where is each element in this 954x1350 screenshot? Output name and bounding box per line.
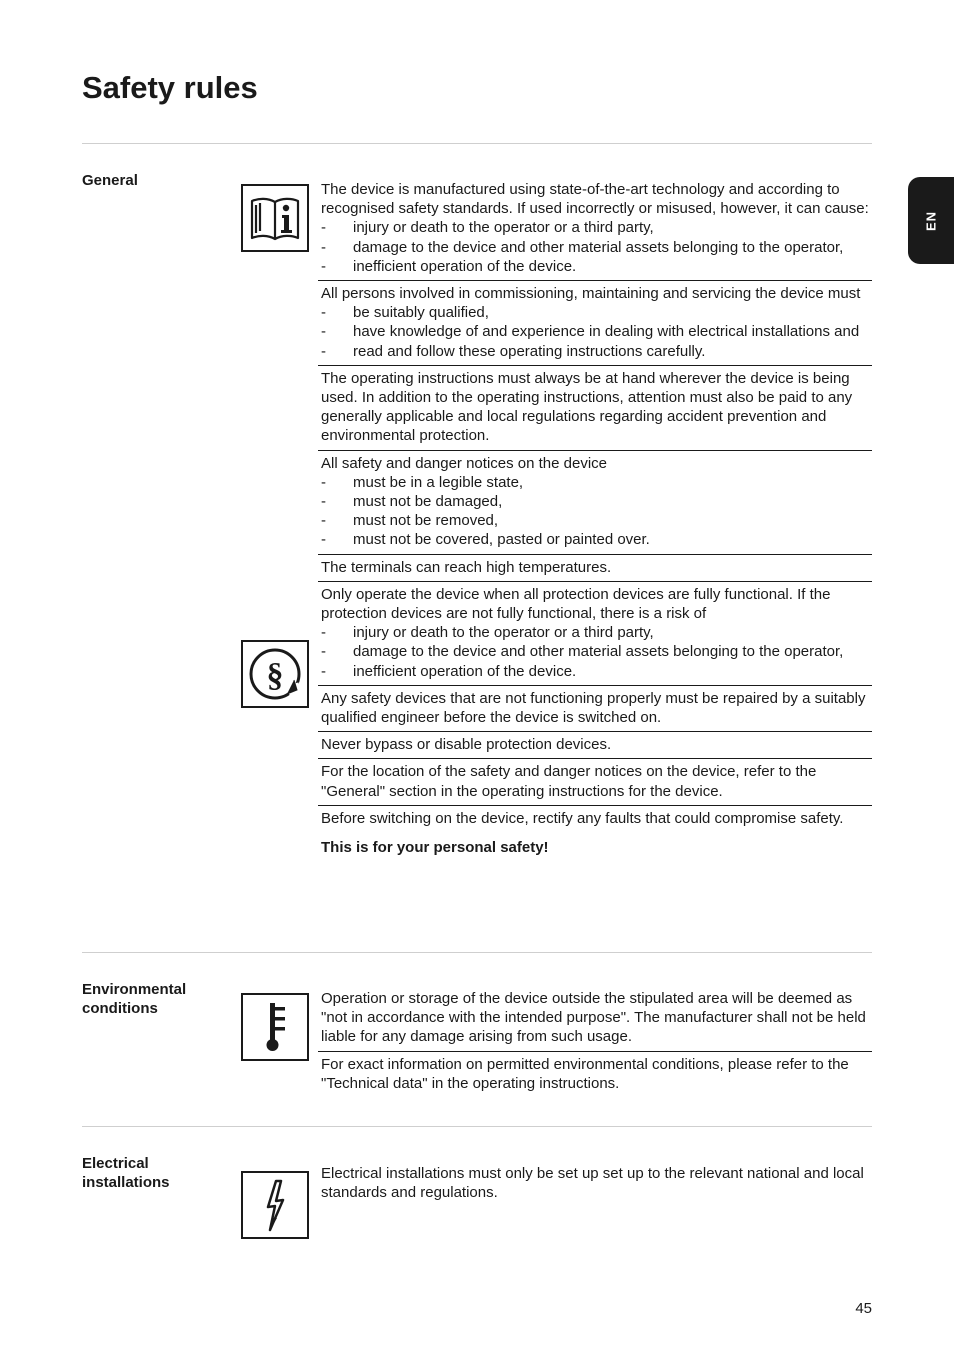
thermometer-icon xyxy=(241,993,309,1061)
bullet-list xyxy=(321,218,869,276)
list-item: - must not be removed, xyxy=(321,511,869,530)
list-item: - inefficient operation of the device. xyxy=(321,257,869,276)
list-item: - must not be damaged, xyxy=(321,492,869,511)
list-item: - injury or death to the operator or a third party, xyxy=(321,623,869,642)
text-block xyxy=(318,177,872,280)
paragraph: The device is manufactured using state-of-the-art technology and according to recognised safety standards. If used incorrectly or misused, however, it can cause: xyxy=(321,181,869,218)
safety-note: This is for your personal safety! xyxy=(321,839,549,857)
list-item: - must not be covered, pasted or painted over. xyxy=(321,530,869,549)
environmental-content xyxy=(318,986,872,1097)
list-item: - must be in a legible state, xyxy=(321,473,869,492)
paragraph: Operation or storage of the device outside the stipulated area will be deemed as "not in accordance with the intended purpose". The manufacturer shall not be held liable for any damage arising from such usage. xyxy=(321,990,866,1046)
paragraph: For exact information on permitted environmental conditions, please refer to the "Technical data" in the operating instructions. xyxy=(321,1055,849,1092)
text-block xyxy=(318,1051,872,1097)
language-tab[interactable] xyxy=(908,177,954,264)
paragraph: Before switching on the device, rectify any faults that could compromise safety. xyxy=(321,809,844,827)
page-title: Safety rules xyxy=(82,70,258,105)
svg-text:§: § xyxy=(266,657,284,694)
list-item: - be suitably qualified, xyxy=(321,303,869,322)
text-block xyxy=(318,805,872,832)
text-block xyxy=(318,1161,872,1206)
section-title-electrical: Electrical installations xyxy=(82,1155,170,1191)
divider xyxy=(82,1126,872,1127)
text-block xyxy=(318,685,872,731)
text-block xyxy=(318,581,872,685)
text-block xyxy=(318,758,872,804)
language-tab-label: EN xyxy=(923,210,939,231)
paragraph: Never bypass or disable protection devices. xyxy=(321,736,612,754)
list-item: - have knowledge of and experience in dealing with electrical installations and xyxy=(321,322,869,341)
electrical-content xyxy=(318,1161,872,1206)
text-block xyxy=(318,365,872,450)
paragraph: Only operate the device when all protection devices are fully functional. If the protection devices are not fully functional, there is a risk of xyxy=(321,585,831,623)
paragraph-regulation-icon xyxy=(241,640,309,708)
general-content xyxy=(318,177,872,857)
paragraph: Electrical installations must only be set up set up to the relevant national and local standards and regulations. xyxy=(321,1165,864,1202)
text-block xyxy=(318,450,872,554)
bullet-list xyxy=(321,303,869,361)
text-block xyxy=(318,280,872,365)
section-title-general: General xyxy=(82,172,138,189)
text-block xyxy=(318,731,872,758)
text-block xyxy=(318,986,872,1051)
paragraph: Any safety devices that are not functioning properly must be repaired by a suitably qualified engineer before the device is switched on. xyxy=(321,689,866,727)
divider xyxy=(82,143,872,144)
read-manual-icon xyxy=(241,184,309,252)
high-voltage-icon xyxy=(241,1171,309,1239)
list-item: - damage to the device and other material assets belonging to the operator, xyxy=(321,238,869,257)
divider xyxy=(82,952,872,953)
paragraph: The operating instructions must always be at hand wherever the device is being used. In addition to the operating instructions, attention must also be paid to any generally applicable and local regulations regarding accident prevention and environmental protection. xyxy=(321,369,853,445)
paragraph: All safety and danger notices on the device xyxy=(321,454,608,472)
list-item: - read and follow these operating instructions carefully. xyxy=(321,342,869,361)
bullet-list xyxy=(321,473,869,550)
list-item: - damage to the device and other material assets belonging to the operator, xyxy=(321,642,869,661)
paragraph: All persons involved in commissioning, maintaining and servicing the device must xyxy=(321,285,861,303)
paragraph: The terminals can reach high temperatures. xyxy=(321,558,612,576)
bullet-list xyxy=(321,623,869,681)
list-item: - inefficient operation of the device. xyxy=(321,662,869,681)
list-item: - injury or death to the operator or a third party, xyxy=(321,218,869,237)
page-number: 45 xyxy=(855,1300,872,1317)
paragraph: For the location of the safety and danger notices on the device, refer to the "General" section in the operating instructions for the device. xyxy=(321,763,817,800)
section-title-environmental: Environmental conditions xyxy=(82,981,187,1017)
text-block xyxy=(318,554,872,581)
